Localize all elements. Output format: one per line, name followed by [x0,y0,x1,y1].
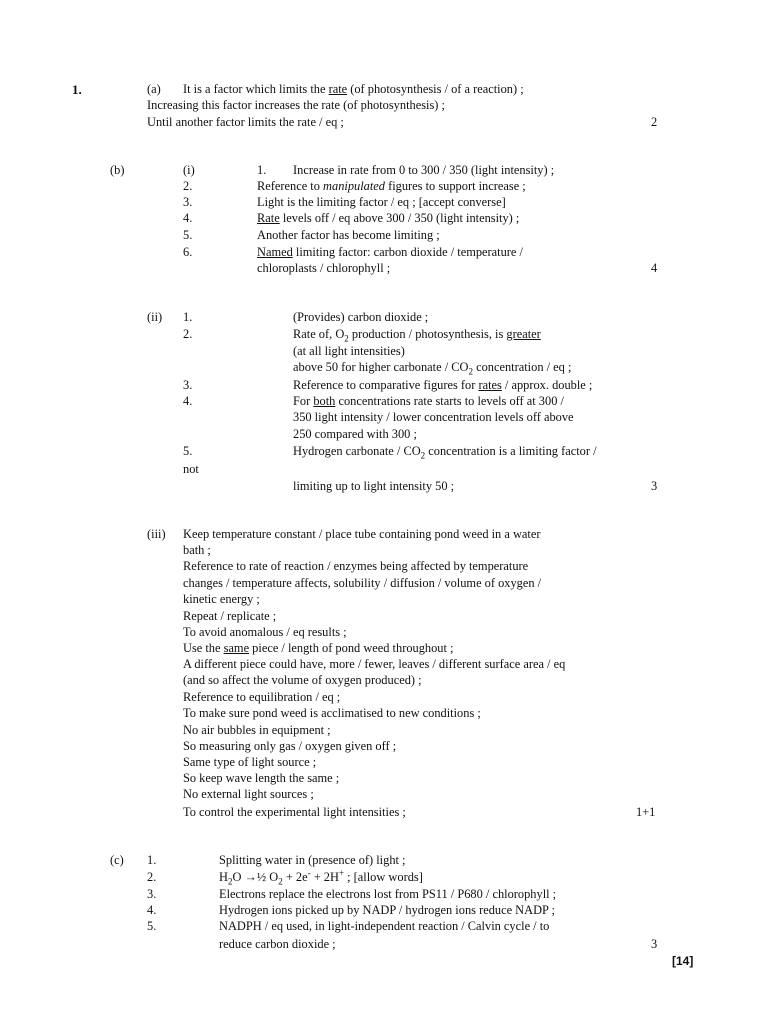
b-ii-text-1: (Provides) carbon dioxide ; [293,310,429,324]
c-num-2: 2. [147,870,157,884]
part-c-marks: 3 [651,937,658,951]
b-iii-line: bath ; [183,543,211,557]
b-i-num-5: 5. [183,228,193,242]
b-i-text-5: Another factor has become limiting ; [257,228,440,242]
part-a-marks: 2 [651,115,658,129]
b-ii-text-4: For both concentrations rate starts to levels off at 300 / [293,394,564,408]
c-num-4: 4. [147,903,157,917]
part-b-i-label: (i) [183,163,195,177]
total-marks: [14] [672,954,694,968]
b-iii-line: So keep wave length the same ; [183,771,340,785]
b-iii-line: Keep temperature constant / place tube containing pond weed in a water [183,527,541,541]
b-iii-line: Reference to rate of reaction / enzymes being affected by temperature [183,559,529,573]
b-ii-text-3: Reference to comparative figures for rates / approx. double ; [293,378,593,392]
c-num-3: 3. [147,887,157,901]
b-ii-text-5: Hydrogen carbonate / $CO_2$ concentration is a limiting factor / [293,444,597,461]
b-i-text-6: Named limiting factor: carbon dioxide / temperature / [257,245,523,259]
b-ii-text-2: Rate of, $O_2$ production / photosynthesis, is greater [293,327,541,344]
part-b-label: (b) [110,163,125,177]
part-b-i-marks: 4 [651,261,658,275]
b-ii-num-3: 3. [183,378,193,392]
c-num-5: 5. [147,919,157,933]
b-i-num-2: 2. [183,179,193,193]
b-ii-text-4c: 250 compared with 300 ; [293,427,417,441]
part-b-ii-marks: 3 [651,479,658,493]
b-iii-line: kinetic energy ; [183,592,260,606]
b-iii-line: (and so affect the volume of oxygen produced) ; [183,673,422,687]
b-iii-line: So measuring only gas / oxygen given off ; [183,739,397,753]
b-ii-text-2b: (at all light intensities) [293,344,405,358]
part-c-label: (c) [110,853,124,867]
part-b-iii-label: (iii) [147,527,166,541]
question-number: 1. [72,82,82,97]
part-a-line-3: Until another factor limits the rate / eq ; [147,115,344,129]
b-i-num-3: 3. [183,195,193,209]
part-a-line-1: It is a factor which limits the rate (of photosynthesis / of a reaction) ; [183,82,524,96]
c-equation: $H_2O$ →½ $O_2 + 2e^- + 2H^+$ ; [allow words] [219,867,423,887]
b-ii-text-5-not: not [183,462,199,476]
b-iii-line: To control the experimental light intensities ; [183,805,406,819]
b-iii-line: No air bubbles in equipment ; [183,723,331,737]
b-iii-line: Same type of light source ; [183,755,317,769]
part-b-iii-marks: 1+1 [636,805,656,819]
b-iii-line: No external light sources ; [183,787,314,801]
c-text-5: NADPH / eq used, in light-independent reaction / Calvin cycle / to [219,919,550,933]
b-iii-line: To avoid anomalous / eq results ; [183,625,347,639]
part-b-ii-label: (ii) [147,310,163,324]
part-a-line-2: Increasing this factor increases the rate (of photosynthesis) ; [147,98,445,112]
c-text-1: Splitting water in (presence of) light ; [219,853,406,867]
b-i-text-3: Light is the limiting factor / eq ; [accept converse] [257,195,506,209]
b-ii-text-5c: limiting up to light intensity 50 ; [293,479,455,493]
c-text-4: Hydrogen ions picked up by NADP / hydrogen ions reduce NADP ; [219,903,555,917]
part-a-label: (a) [147,82,161,96]
b-ii-num-2: 2. [183,327,193,341]
b-ii-num-4: 4. [183,394,193,408]
b-i-num-6: 6. [183,245,193,259]
b-i-num-1: 1. [257,163,267,177]
b-iii-line-same: Use the same piece / length of pond weed throughout ; [183,641,454,655]
b-iii-line: To make sure pond weed is acclimatised to new conditions ; [183,706,481,720]
b-iii-line: A different piece could have, more / fewer, leaves / different surface area / eq [183,657,566,671]
b-ii-num-5: 5. [183,444,193,458]
b-i-text-4: Rate levels off / eq above 300 / 350 (light intensity) ; [257,211,520,225]
b-iii-line: Repeat / replicate ; [183,609,277,623]
b-ii-num-1: 1. [183,310,193,324]
b-iii-line: changes / temperature affects, solubility / diffusion / volume of oxygen / [183,576,542,590]
b-ii-text-4b: 350 light intensity / lower concentration levels off above [293,410,574,424]
b-iii-line: Reference to equilibration / eq ; [183,690,341,704]
c-text-3: Electrons replace the electrons lost from PS11 / P680 / chlorophyll ; [219,887,557,901]
b-i-text-6-cont: chloroplasts / chlorophyll ; [257,261,391,275]
b-i-text-1: Increase in rate from 0 to 300 / 350 (light intensity) ; [293,163,555,177]
b-ii-text-2c: above 50 for higher carbonate / $CO_2$ concentration / eq ; [293,360,572,377]
b-i-text-2: Reference to manipulated figures to support increase ; [257,179,526,193]
b-i-num-4: 4. [183,211,193,225]
c-text-5b: reduce carbon dioxide ; [219,937,336,951]
c-num-1: 1. [147,853,157,867]
